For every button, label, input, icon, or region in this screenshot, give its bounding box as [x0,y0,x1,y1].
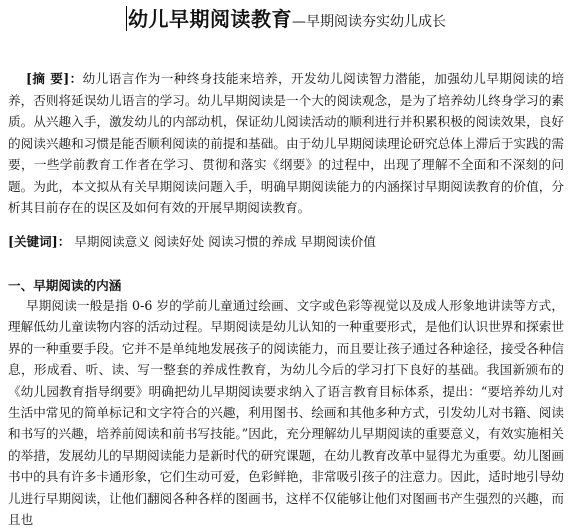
text-cursor [126,6,127,31]
abstract-label: [摘 要]： [26,71,83,86]
section-heading: 一、早期阅读的内涵 [8,278,122,293]
abstract-text: 幼儿语言作为一种终身技能来培养，开发幼儿阅读智力潜能，加强幼儿早期阅读的培养，否则将延误幼儿语言的学习。幼儿早期阅读是一个大的阅读观念，是为了培养幼儿终身学习的素质。从兴趣入手，激发幼儿的内部动机，保证幼儿阅读活动的顺利进行并积累积极的阅读效果，良好的阅读兴趣和习惯是能否顺利阅读的前提和基础。由于幼儿早期阅读理论研究总体上滞后于实践的需要，一些学前教育工作者在学习、贯彻和落实《纲要》的过程中，出现了理解不全面和不深刻的问题。为此，本文拟从有关早期阅读问题入手，明确早期阅读能力的内涵探讨早期阅读教育的价值，分析其目前存在的误区及如何有效的开展早期阅读教育。 [8,71,565,215]
keywords-text: 早期阅读意义 阅读好处 阅读习惯的养成 早期阅读价值 [70,234,376,249]
title-subtitle: —早期阅读夯实幼儿成长 [292,14,446,30]
title-main: 幼儿早期阅读教育 [128,7,292,31]
document-title [0,3,572,32]
keywords-line [8,232,564,252]
section-body-paragraph: 早期阅读一般是指 0-6 岁的学前儿童通过绘画、文字或色彩等视觉以及成人形象地讲读等方式，理解低幼儿童读物内容的活动过程。早期阅读是幼儿认知的一种重要形式，是他们认识世界和探索世界的一种重要手段。它并不是单纯地发展孩子的阅读能力，而且要让孩子通过各种途径，接受各种信息，形成看、听、读、写一整套的养成性教育，为幼儿今后的学习打下良好的基础。我国新颁布的《幼儿园教育指导纲要》明确把幼儿早期阅读要求纳入了语言教育目标体系，提出：“要培养幼儿对生活中常见的简单标记和文字符合的兴趣，利用图书、绘画和其他多种方式，引发幼儿对书籍、阅读和书写的兴趣，培养前阅读和前书写技能。”因此，充分理解幼儿早期阅读的重要意义，有效实施相关的举措，发展幼儿的早期阅读能力是新时代的研究课题，在幼儿教育改革中显得尤为重要。幼儿图画书中的具有许多卡通形象，它们生动可爱，色彩鲜艳，非常吸引孩子的注意力。因此，适时地引导幼儿进行早期阅读，让他们翻阅各种各样的图画书，这样不仅能够让他们对图画书产生强烈的兴趣，而且也 [8,298,564,528]
abstract-paragraph [8,68,564,219]
keywords-label: [关键词]： [8,234,71,249]
